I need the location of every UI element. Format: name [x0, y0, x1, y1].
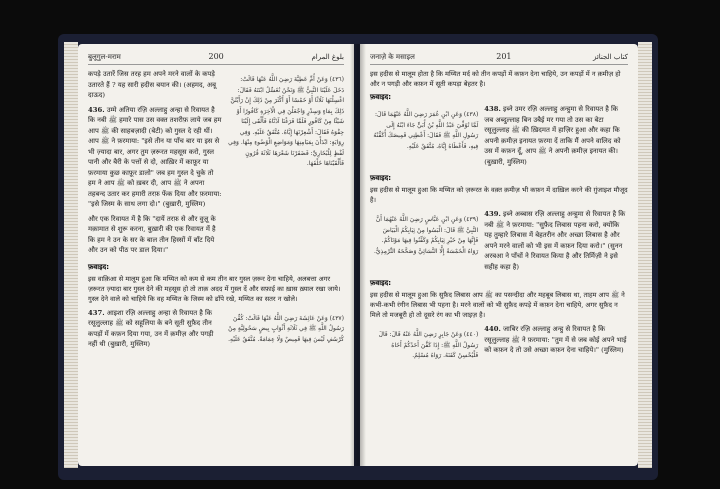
arabic-440: (٤٤٠) وَعَنْ جَابِرٍ رَضِيَ اللَّهُ عَنْهُ قَالَ: قَالَ رَسُولُ اللَّهِ ﷺ: إِذَا كَفَّنَ أَحَدُكُمْ أَخَاهُ فَلْيُحْسِنْ كَفَنَهُ. رَوَاهُ مُسْلِمٌ.	[378, 331, 479, 359]
left-hindi-column-2	[88, 308, 222, 354]
left-columns-2	[88, 308, 344, 354]
hadith-437	[88, 308, 222, 350]
hadith-439-number: 439.	[484, 210, 501, 218]
book-gutter-shadow	[350, 44, 366, 466]
hadith-438-number: 438.	[484, 105, 501, 113]
right-arabic-column-3	[370, 324, 478, 368]
left-running-title: बुलूगुल-मराम	[88, 53, 121, 61]
right-fawaid-text-3: इस हदीस से मालूम हुआ कि सुफ़ैद लिबास आप ﷺ का पसन्दीदा और महबूब लिबास था, ताहम आप ﷺ ने कभी-कभी रंगीन लिबास भी पहना है। मरने वालों को भी सुफ़ैद कपड़े में कफ़न देना चाहिये, अगर सुफ़ैद न मिले तो मजबूरी हो तो दूसरे रंग का भी जाइज़ है।	[370, 291, 625, 319]
left-fawaid-label: फ़वाइद:	[88, 262, 110, 271]
right-hindi-column-1	[484, 104, 628, 171]
left-columns	[88, 69, 344, 260]
hadith-436-text: उम्मे अतिया रज़ि अल्लाहु अन्हा से रिवायत है कि नबी ﷺ हमारे पास उस वक्त तशरीफ़ लाये जब हम आप ﷺ की साहबज़ादी (बेटी) को गुस्ल दे रही थीं। आप ﷺ ने फ़रमाया: "इसे तीन या पाँच बार या इस से भी ज़्यादा बार, अगर तुम ज़रूरत महसूस करो, गुस्ल पानी और बैरी के पत्तों से दो, आख़िर में काफ़ूर या फ़रमाया कुछ काफ़ूर डालो" जब हम गुस्ल दे चुके तो हम ने आप ﷺ को ख़बर दी, आप ﷺ ने अपना तहबन्द उतार कर हमारी तरफ़ फेंक दिया और फ़रमाया: "इसे जिस्म के साथ लगा दो।" (बुख़ारी, मुस्लिम)	[88, 105, 222, 208]
left-fawaid-text: इस वाक़िआ से मालूम हुआ कि मय्यित को कम से कम तीन बार गुस्ल ज़रूर देना चाहिये, अलबत्ता अगर ज़रूरत ज़्यादा बार गुस्ल देने की महसूस हो तो ताक़ अदद में गुस्ल दें और सफ़ाई का ख़ास ख़्याल रखा जाये। गुस्ल देने वाले को चाहिये कि वह मय्यित के जिस्म को ढाँपे रखे, मय्यित का सतर न खोले।	[88, 274, 341, 303]
arabic-439: (٤٣٩) وَعَنِ ابْنِ عَبَّاسٍ رَضِيَ اللَّهُ عَنْهُمَا أَنَّ النَّبِيَّ ﷺ قَالَ: الْبَسُوا مِنْ ثِيَابِكُمُ الْبَيَاضَ فَإِنَّهَا مِنْ خَيْرِ ثِيَابِكُمْ وَكَفِّنُوا فِيهَا مَوْتَاكُمْ. رَوَاهُ الْخَمْسَةُ إِلَّا النَّسَائِيَّ وَصَحَّحَهُ التِّرْمِذِيُّ.	[373, 216, 479, 255]
left-hindi-column	[88, 69, 222, 260]
right-page-header	[370, 52, 628, 65]
page-edges-left	[64, 42, 78, 468]
right-columns-2	[370, 209, 628, 276]
right-columns-1	[370, 104, 628, 171]
arabic-437: (٤٣٧) وَعَنْ عَائِشَةَ رَضِيَ اللَّهُ عَنْهَا قَالَتْ: كُفِّنَ رَسُولُ اللَّهِ ﷺ فِي ثَلَاثَةِ أَثْوَابٍ بِيضٍ سَحُولِيَّةٍ مِنْ كُرْسُفٍ لَيْسَ فِيهَا قَمِيصٌ وَلَا عِمَامَةٌ. مُتَّفَقٌ عَلَيْهِ.	[228, 314, 344, 343]
hadith-436-number: 436.	[88, 105, 105, 114]
open-book	[58, 28, 658, 480]
right-columns-3	[370, 324, 628, 368]
right-hindi-column-3	[484, 324, 628, 368]
left-top-lines: कपड़े उतारें जिस तरह हम अपने मरने वालों के कपड़े उतारते हैं ? यह सारी हदीस बयान की। (अहमद, अबू दाऊद)	[88, 70, 217, 99]
arabic-436: (٤٣٦) وَعَنْ أُمِّ عَطِيَّةَ رَضِيَ اللَّهُ عَنْهَا قَالَتْ: دَخَلَ عَلَيْنَا النَّبِيُّ ﷺ وَنَحْنُ نُغَسِّلُ ابْنَتَهُ فَقَالَ: اغْسِلْنَهَا ثَلَاثًا أَوْ خَمْسًا أَوْ أَكْثَرَ مِنْ ذَلِكَ إِنْ رَأَيْتُنَّ ذَلِكَ بِمَاءٍ وَسِدْرٍ وَاجْعَلْنَ فِي الْآخِرَةِ كَافُورًا أَوْ شَيْئًا مِنْ كَافُورٍ فَلَمَّا فَرَغْنَا آذَنَّاهُ فَأَلْقَى إِلَيْنَا حِقْوَهُ فَقَالَ: أَشْعِرْنَهَا إِيَّاهُ. مُتَّفَقٌ عَلَيْهِ. وَفِي رِوَايَةٍ: ابْدَأْنَ بِمَيَامِنِهَا وَمَوَاضِعِ الْوُضُوءِ مِنْهَا. وَفِي لَفْظٍ لِلْبُخَارِيِّ: فَضَفَرْنَا شَعْرَهَا ثَلَاثَةَ قُرُونٍ فَأَلْقَيْنَاهَا خَلْفَهَا.	[228, 76, 344, 167]
left-page-number: 200	[208, 52, 224, 61]
right-page	[360, 44, 638, 466]
hadith-436	[88, 105, 222, 210]
right-fawaid-text-2: इस हदीस से मालूम हुआ कि मय्यित को ज़रूरत के वक़्त क़मीज़ भी कफ़न में दाख़िल करने की ग़ुंजाइश मौजूद है।	[370, 186, 628, 204]
hadith-438	[484, 104, 628, 167]
left-arabic-column-2	[228, 308, 344, 354]
hadith-437-text: आइशा रज़ि अल्लाहु अन्हा से रिवायत है कि रसूलुल्लाह ﷺ को सहूलिया के बने सूती सुफ़ैद तीन कपड़ों में कफ़न दिया गया, उन में क़मीज़ और पगड़ी नहीं थी (बुख़ारी, मुस्लिम)	[88, 308, 214, 348]
hadith-438-text: इब्ने उमर रज़ि अल्लाहु अन्हुमा से रिवायत है कि जब अब्दुल्लाह बिन उबैई मर गया तो उस का बेटा रसूलुल्लाह ﷺ की ख़िदमत में हाज़िर हुआ और कहा कि अपनी क़मीज़ इनायत फ़रमा दें ताकि मैं अपने वालिद को उस में कफ़न दूँ, आप ﷺ ने अपनी क़मीज़ इनायत की। (बुख़ारी, मुस्लिम)	[484, 105, 621, 166]
hadith-437-number: 437.	[88, 308, 105, 317]
right-fawaid-label-2: फ़वाइद:	[370, 174, 392, 182]
right-running-title-arabic: كتاب الجنائز	[592, 53, 628, 61]
left-page-header	[88, 52, 344, 65]
right-fawaid-label-1: फ़वाइद:	[370, 93, 392, 101]
right-arabic-column-2	[370, 209, 478, 276]
left-arabic-column	[228, 69, 344, 260]
right-top-lines: इस हदीस से मालूम होता है कि मय्यित मर्द को तीन कपड़ों में कफ़न देना चाहिये, उन कपड़ों में न क़मीज़ हो और न पगड़ी और कफ़न में सूती कपड़ा बेहतर है।	[370, 70, 621, 88]
arabic-438: (٤٣٨) وَعَنِ ابْنِ عُمَرَ رَضِيَ اللَّهُ عَنْهُمَا قَالَ: لَمَّا تُوُفِّيَ عَبْدُ اللَّهِ بْنُ أُبَيٍّ جَاءَ ابْنُهُ إِلَى رَسُولِ اللَّهِ ﷺ فَقَالَ: أَعْطِنِي قَمِيصَكَ أُكَفِّنْهُ فِيهِ، فَأَعْطَاهُ إِيَّاهُ. مُتَّفَقٌ عَلَيْهِ.	[373, 111, 479, 150]
right-page-number: 201	[496, 52, 512, 61]
hadith-440-number: 440.	[484, 325, 501, 333]
right-running-title: जनाज़े के मसाइल	[370, 53, 415, 61]
hadith-440-text: जाबिर रज़ि अल्लाहु अन्हु से रिवायत है कि रसूलुल्लाह ﷺ ने फ़रमाया: "तुम में से जब कोई अपने भाई को कफ़न दे तो उसे अच्छा कफ़न देना चाहिये।" (मुस्लिम)	[484, 325, 627, 354]
right-arabic-column-1	[370, 104, 478, 171]
page-edges-right	[638, 42, 652, 468]
right-hindi-column-2	[484, 209, 628, 276]
hadith-439-text: इब्ने अब्बास रज़ि अल्लाहु अन्हुमा से रिवायत है कि नबी ﷺ ने फ़रमाया: "सुफ़ैद लिबास पहना करो, क्योंकि यह तुम्हारे लिबास में बेहतरीन और अच्छा लिबास है और अपने मरने वालों को भी इस में कफ़न दिया करो।" (सुनन अरबआ ने पाँचों ने रिवायत किया है और तिर्मिज़ी ने इसे सहीह कहा है)	[484, 210, 626, 271]
hadith-436-extra: और एक रिवायत में है कि "दायें तरफ़ से और वुज़ू के मक़ामात से शुरू करना, बुख़ारी की एक रिवायत में है कि हम ने उन के सर के बाल तीन हिस्सों में बाँट दिये और उन को पीठ पर डाल दिया।"	[88, 214, 216, 254]
hadith-440	[484, 324, 628, 356]
hadith-439	[484, 209, 628, 272]
left-page	[78, 44, 354, 466]
right-fawaid-label-3: फ़वाइद:	[370, 279, 392, 287]
left-running-title-arabic: بلوغ المرام	[311, 53, 344, 61]
